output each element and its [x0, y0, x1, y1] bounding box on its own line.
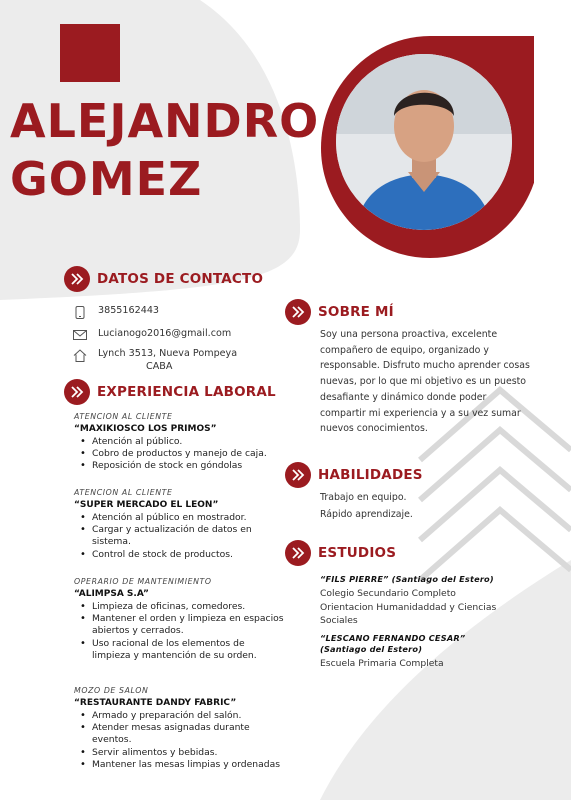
list-item: • Atención al público. [74, 436, 284, 448]
skills-title: HABILIDADES [318, 467, 423, 483]
job-company: “ALIMPSA S.A” [74, 589, 149, 599]
contact-address [72, 348, 237, 374]
school-name: “FILS PIERRE” (Santiago del Estero) [320, 574, 494, 584]
job-entry [74, 412, 284, 473]
study-detail: Escuela Primaria Completa [320, 658, 444, 669]
school-location: (Santiago del Estero) [320, 644, 423, 654]
skills-section-header [285, 462, 423, 488]
job-role: OPERARIO DE MANTENIMIENTO [74, 577, 212, 586]
list-item: • Limpieza de oficinas, comedores. [74, 601, 284, 613]
experience-section-header [64, 379, 276, 405]
job-duties [74, 710, 284, 771]
skill-item: Rápido aprendizaje. [320, 509, 413, 520]
job-entry [74, 488, 284, 561]
studies-title: ESTUDIOS [318, 545, 397, 561]
list-item: • Reposición de stock en góndolas [74, 460, 284, 472]
address-line2: CABA [146, 360, 173, 372]
job-duties [74, 601, 284, 662]
address [98, 348, 237, 374]
list-item: • Cobro de productos y manejo de caja. [74, 448, 284, 460]
study-detail: Colegio Secundario Completo [320, 588, 456, 599]
address-line1: Lynch 3513, Nueva Pompeya [98, 348, 238, 359]
skill-item: Trabajo en equipo. [320, 492, 407, 503]
decorative-red-square [60, 24, 120, 82]
job-duties [74, 512, 284, 561]
studies-section-header [285, 540, 396, 566]
list-item: • Mantener las mesas limpias y ordenadas [74, 759, 284, 771]
job-role: ATENCION AL CLIENTE [74, 412, 173, 421]
list-item: • Atención al público en mostrador. [74, 512, 284, 524]
contact-phone [72, 305, 159, 319]
job-duties [74, 436, 284, 473]
job-role: MOZO DE SALON [74, 686, 149, 695]
job-entry [74, 577, 284, 662]
job-company: “RESTAURANTE DANDY FABRIC” [74, 698, 237, 708]
job-role: ATENCION AL CLIENTE [74, 488, 173, 497]
list-item: • Armado y preparación del salón. [74, 710, 284, 722]
email-address: Lucianogo2016@gmail.com [98, 328, 232, 339]
contact-title: DATOS DE CONTACTO [97, 271, 264, 287]
job-entry [74, 686, 284, 771]
last-name: GOMEZ [10, 152, 203, 206]
list-item: • Servir alimentos y bebidas. [74, 747, 284, 759]
list-item: • Cargar y actualización de datos en sistema. [74, 524, 284, 548]
list-item: • Mantener el orden y limpieza en espacios abiertos y cerrados. [74, 613, 284, 637]
home-icon [72, 348, 88, 362]
phone-icon [72, 305, 88, 319]
school-name: “LESCANO FERNANDO CESAR” [320, 633, 466, 643]
photo-frame [321, 36, 534, 260]
profile-photo [336, 54, 512, 230]
chevron-right-icon [285, 299, 311, 325]
phone-number: 3855162443 [98, 305, 160, 316]
list-item: • Uso racional de los elementos de limpieza y mantención de su orden. [74, 638, 284, 662]
about-title: SOBRE MÍ [318, 304, 394, 320]
contact-section-header [64, 266, 263, 292]
first-name: ALEJANDRO [10, 94, 320, 148]
job-company: “MAXIKIOSCO LOS PRIMOS” [74, 424, 217, 434]
list-item: • Atender mesas asignadas durante eventos. [74, 722, 284, 746]
experience-title: EXPERIENCIA LABORAL [97, 384, 276, 400]
chevron-right-icon [285, 462, 311, 488]
list-item: • Control de stock de productos. [74, 549, 284, 561]
job-company: “SUPER MERCADO EL LEON” [74, 500, 219, 510]
about-text: Soy una persona proactiva, excelente compañero de equipo, organizado y responsable. Disfruto mucho aprender cosas nuevas, por lo que mi objetivo es un puesto desafiante y dinámico donde poder compartir mi experiencia y a su vez sumar nuevos conocimientos. [320, 329, 530, 435]
mail-icon [72, 328, 88, 342]
chevron-right-icon [64, 379, 90, 405]
about-section-header [285, 299, 394, 325]
contact-email [72, 328, 231, 342]
chevron-right-icon [64, 266, 90, 292]
chevron-right-icon [285, 540, 311, 566]
study-detail: Orientacion Humanidaddad y Ciencias Sociales [320, 602, 497, 626]
